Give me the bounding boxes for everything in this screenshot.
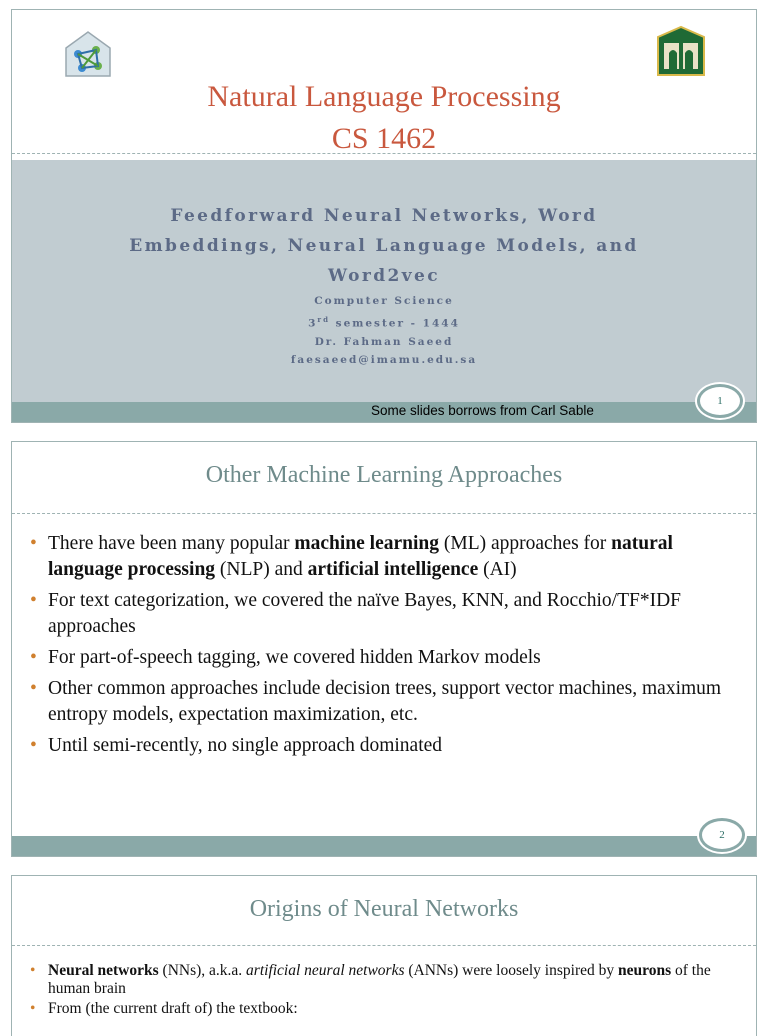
instructor-email: faesaeed@imamu.edu.sa	[290, 354, 478, 366]
lecture-meta	[12, 292, 756, 370]
footer-bar	[12, 836, 756, 856]
semester: 3rd semester - 1444	[308, 314, 460, 329]
slide-1	[12, 10, 756, 422]
lecture-subtitle: Feedforward Neural Networks, Word Embeddings, Neural Language Models, and Word2vec	[129, 206, 639, 286]
slide-title-course-code: CS 1462	[331, 122, 437, 155]
list-item: • Neural networks (NNs), a.k.a. artificial neural networks (ANNs) were loosely inspired by neurons of the human brain	[30, 962, 736, 998]
list-item: • Other common approaches include decision trees, support vector machines, maximum entropy models, expectation maximization, etc.	[30, 676, 736, 728]
university-logo-icon	[655, 25, 707, 77]
list-item: • From (the current draft of) the textbook:	[30, 1000, 736, 1018]
slide-3	[12, 876, 756, 1036]
subtitle-band	[12, 160, 756, 402]
credit-text: Some slides borrows from Carl Sable	[371, 403, 594, 418]
bullet-list	[30, 531, 736, 764]
slide-title-line1: Natural Language Processing	[207, 80, 561, 113]
page-number-badge: 1	[697, 384, 743, 418]
department-logo-icon	[62, 28, 114, 80]
department: Computer Science	[314, 295, 454, 307]
list-item: • There have been many popular machine learning (ML) approaches for natural language processing (NLP) and artificial intelligence (AI)	[30, 531, 736, 583]
slide-title: Other Machine Learning Approaches	[205, 462, 563, 488]
footer-bar	[12, 402, 756, 422]
divider	[12, 513, 756, 514]
slide-title: Origins of Neural Networks	[249, 896, 519, 922]
instructor-name: Dr. Fahman Saeed	[314, 335, 454, 348]
list-item: • For text categorization, we covered the naïve Bayes, KNN, and Rocchio/TF*IDF approaches	[30, 588, 736, 640]
slide-2	[12, 442, 756, 856]
list-item: • Until semi-recently, no single approach dominated	[30, 733, 736, 759]
bullet-list	[30, 962, 736, 1020]
divider	[12, 945, 756, 946]
list-item: • For part-of-speech tagging, we covered hidden Markov models	[30, 645, 736, 671]
divider	[12, 153, 756, 154]
page-number-badge: 2	[699, 818, 745, 852]
